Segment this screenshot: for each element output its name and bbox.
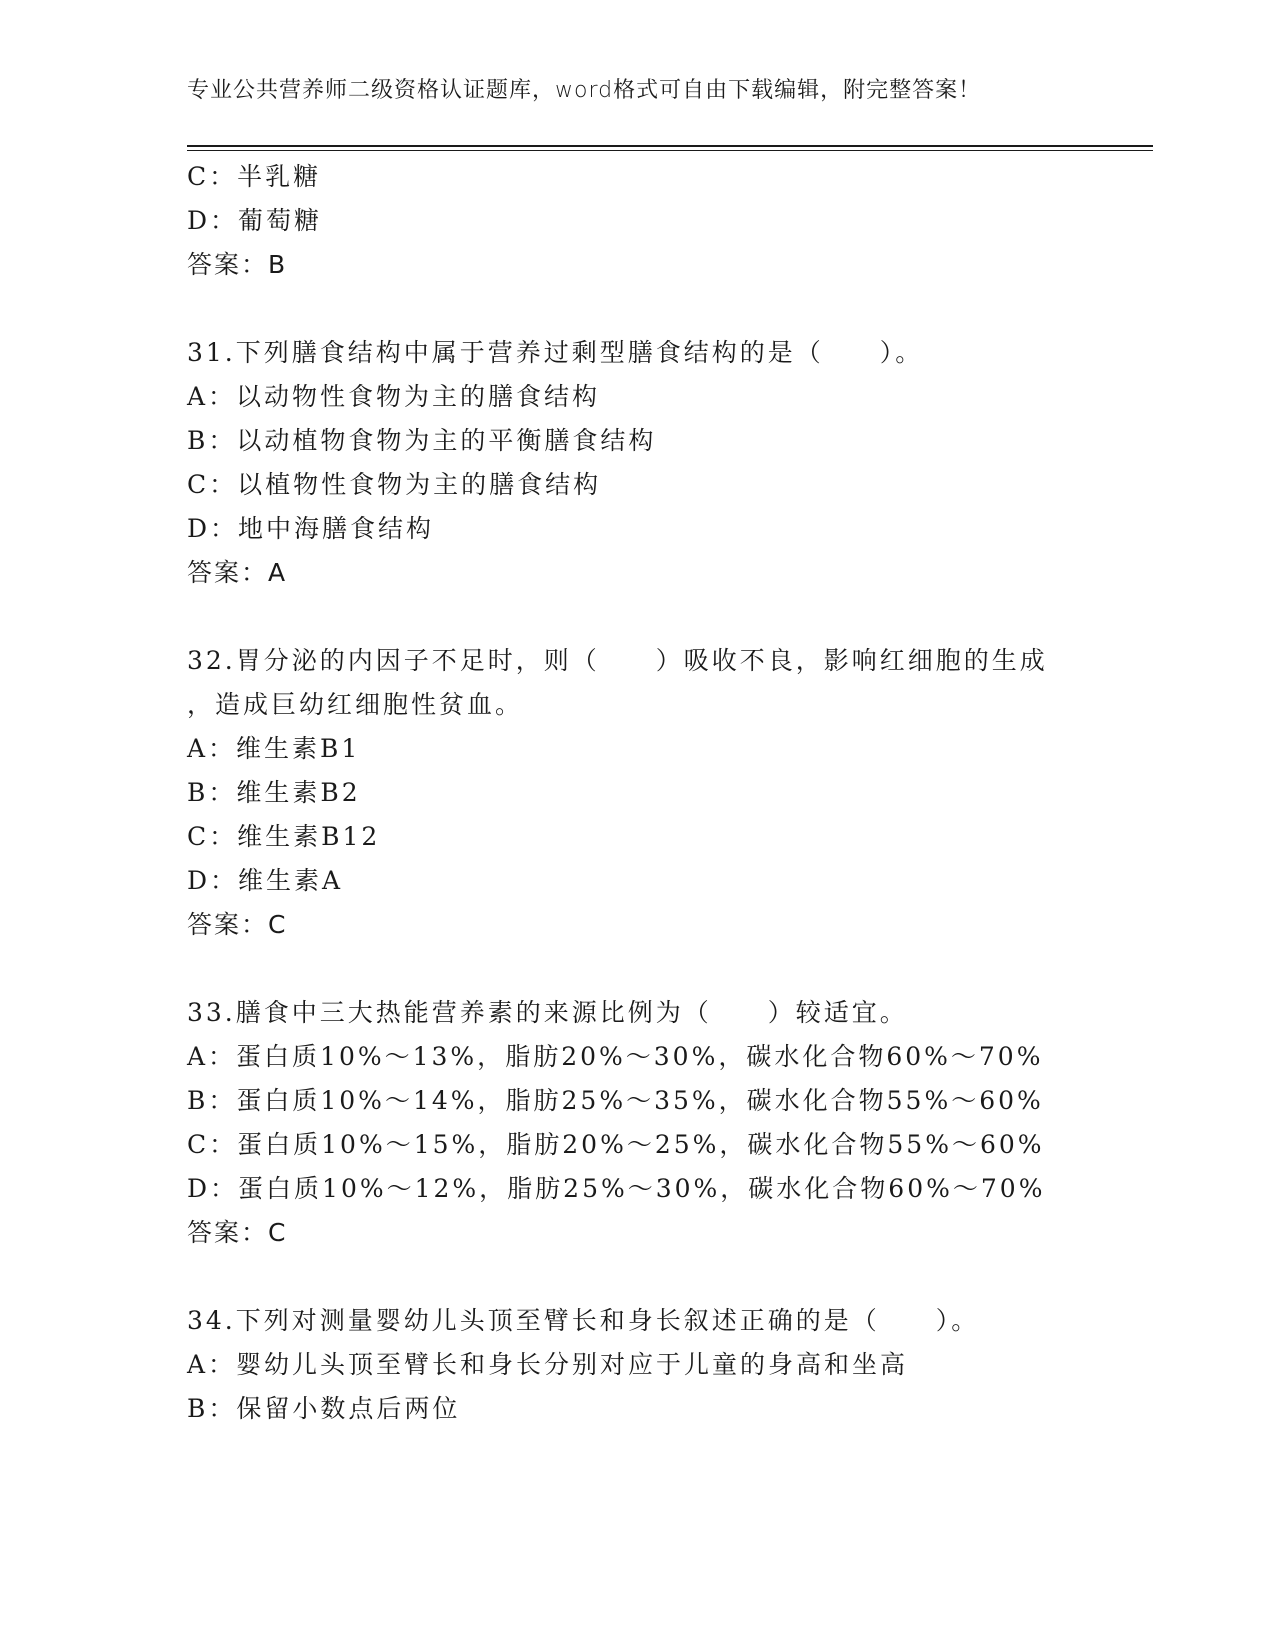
question-33: 33.膳食中三大热能营养素的来源比例为（ ）较适宜。 — [187, 998, 908, 1027]
option-b-line: B：维生素B2 — [187, 778, 361, 807]
option-c-line: C：蛋白质10%～15%，脂肪20%～25%，碳水化合物55%～60% — [187, 1130, 1045, 1159]
option-b-line: B：保留小数点后两位 — [187, 1394, 461, 1423]
option-a-line: A：蛋白质10%～13%，脂肪20%～30%，碳水化合物60%～70% — [187, 1042, 1044, 1071]
answer-line: 答案：A — [187, 558, 288, 587]
option-b-line: B：以动植物食物为主的平衡膳食结构 — [187, 426, 657, 455]
option-d-line: D：地中海膳食结构 — [187, 514, 435, 543]
option-c-line: C：半乳糖 — [187, 162, 322, 191]
header-rule-thin — [187, 150, 1153, 151]
question-34: 34.下列对测量婴幼儿头顶至臂长和身长叙述正确的是（ ）。 — [187, 1306, 980, 1335]
header-rule-thick — [187, 145, 1153, 147]
option-d-line: D：蛋白质10%～12%，脂肪25%～30%，碳水化合物60%～70% — [187, 1174, 1046, 1203]
option-a-line: A：维生素B1 — [187, 734, 361, 763]
question-32-continuation: ，造成巨幼红细胞性贫血。 — [187, 690, 524, 719]
option-c-line: C：以植物性食物为主的膳食结构 — [187, 470, 602, 499]
answer-line: 答案：C — [187, 910, 288, 939]
option-a-line: A：以动物性食物为主的膳食结构 — [187, 382, 601, 411]
question-32: 32.胃分泌的内因子不足时，则（ ）吸收不良，影响红细胞的生成 — [187, 646, 1048, 675]
page-header: 专业公共营养师二级资格认证题库，word格式可自由下载编辑，附完整答案！ — [187, 78, 982, 103]
option-d-line: D：葡萄糖 — [187, 206, 323, 235]
question-31: 31.下列膳食结构中属于营养过剩型膳食结构的是（ ）。 — [187, 338, 924, 367]
option-a-line: A：婴幼儿头顶至臂长和身长分别对应于儿童的身高和坐高 — [187, 1350, 909, 1379]
option-c-line: C：维生素B12 — [187, 822, 381, 851]
answer-line: 答案：B — [187, 250, 288, 279]
option-b-line: B：蛋白质10%～14%，脂肪25%～35%，碳水化合物55%～60% — [187, 1086, 1044, 1115]
option-d-line: D：维生素A — [187, 866, 344, 895]
answer-line: 答案：C — [187, 1218, 288, 1247]
